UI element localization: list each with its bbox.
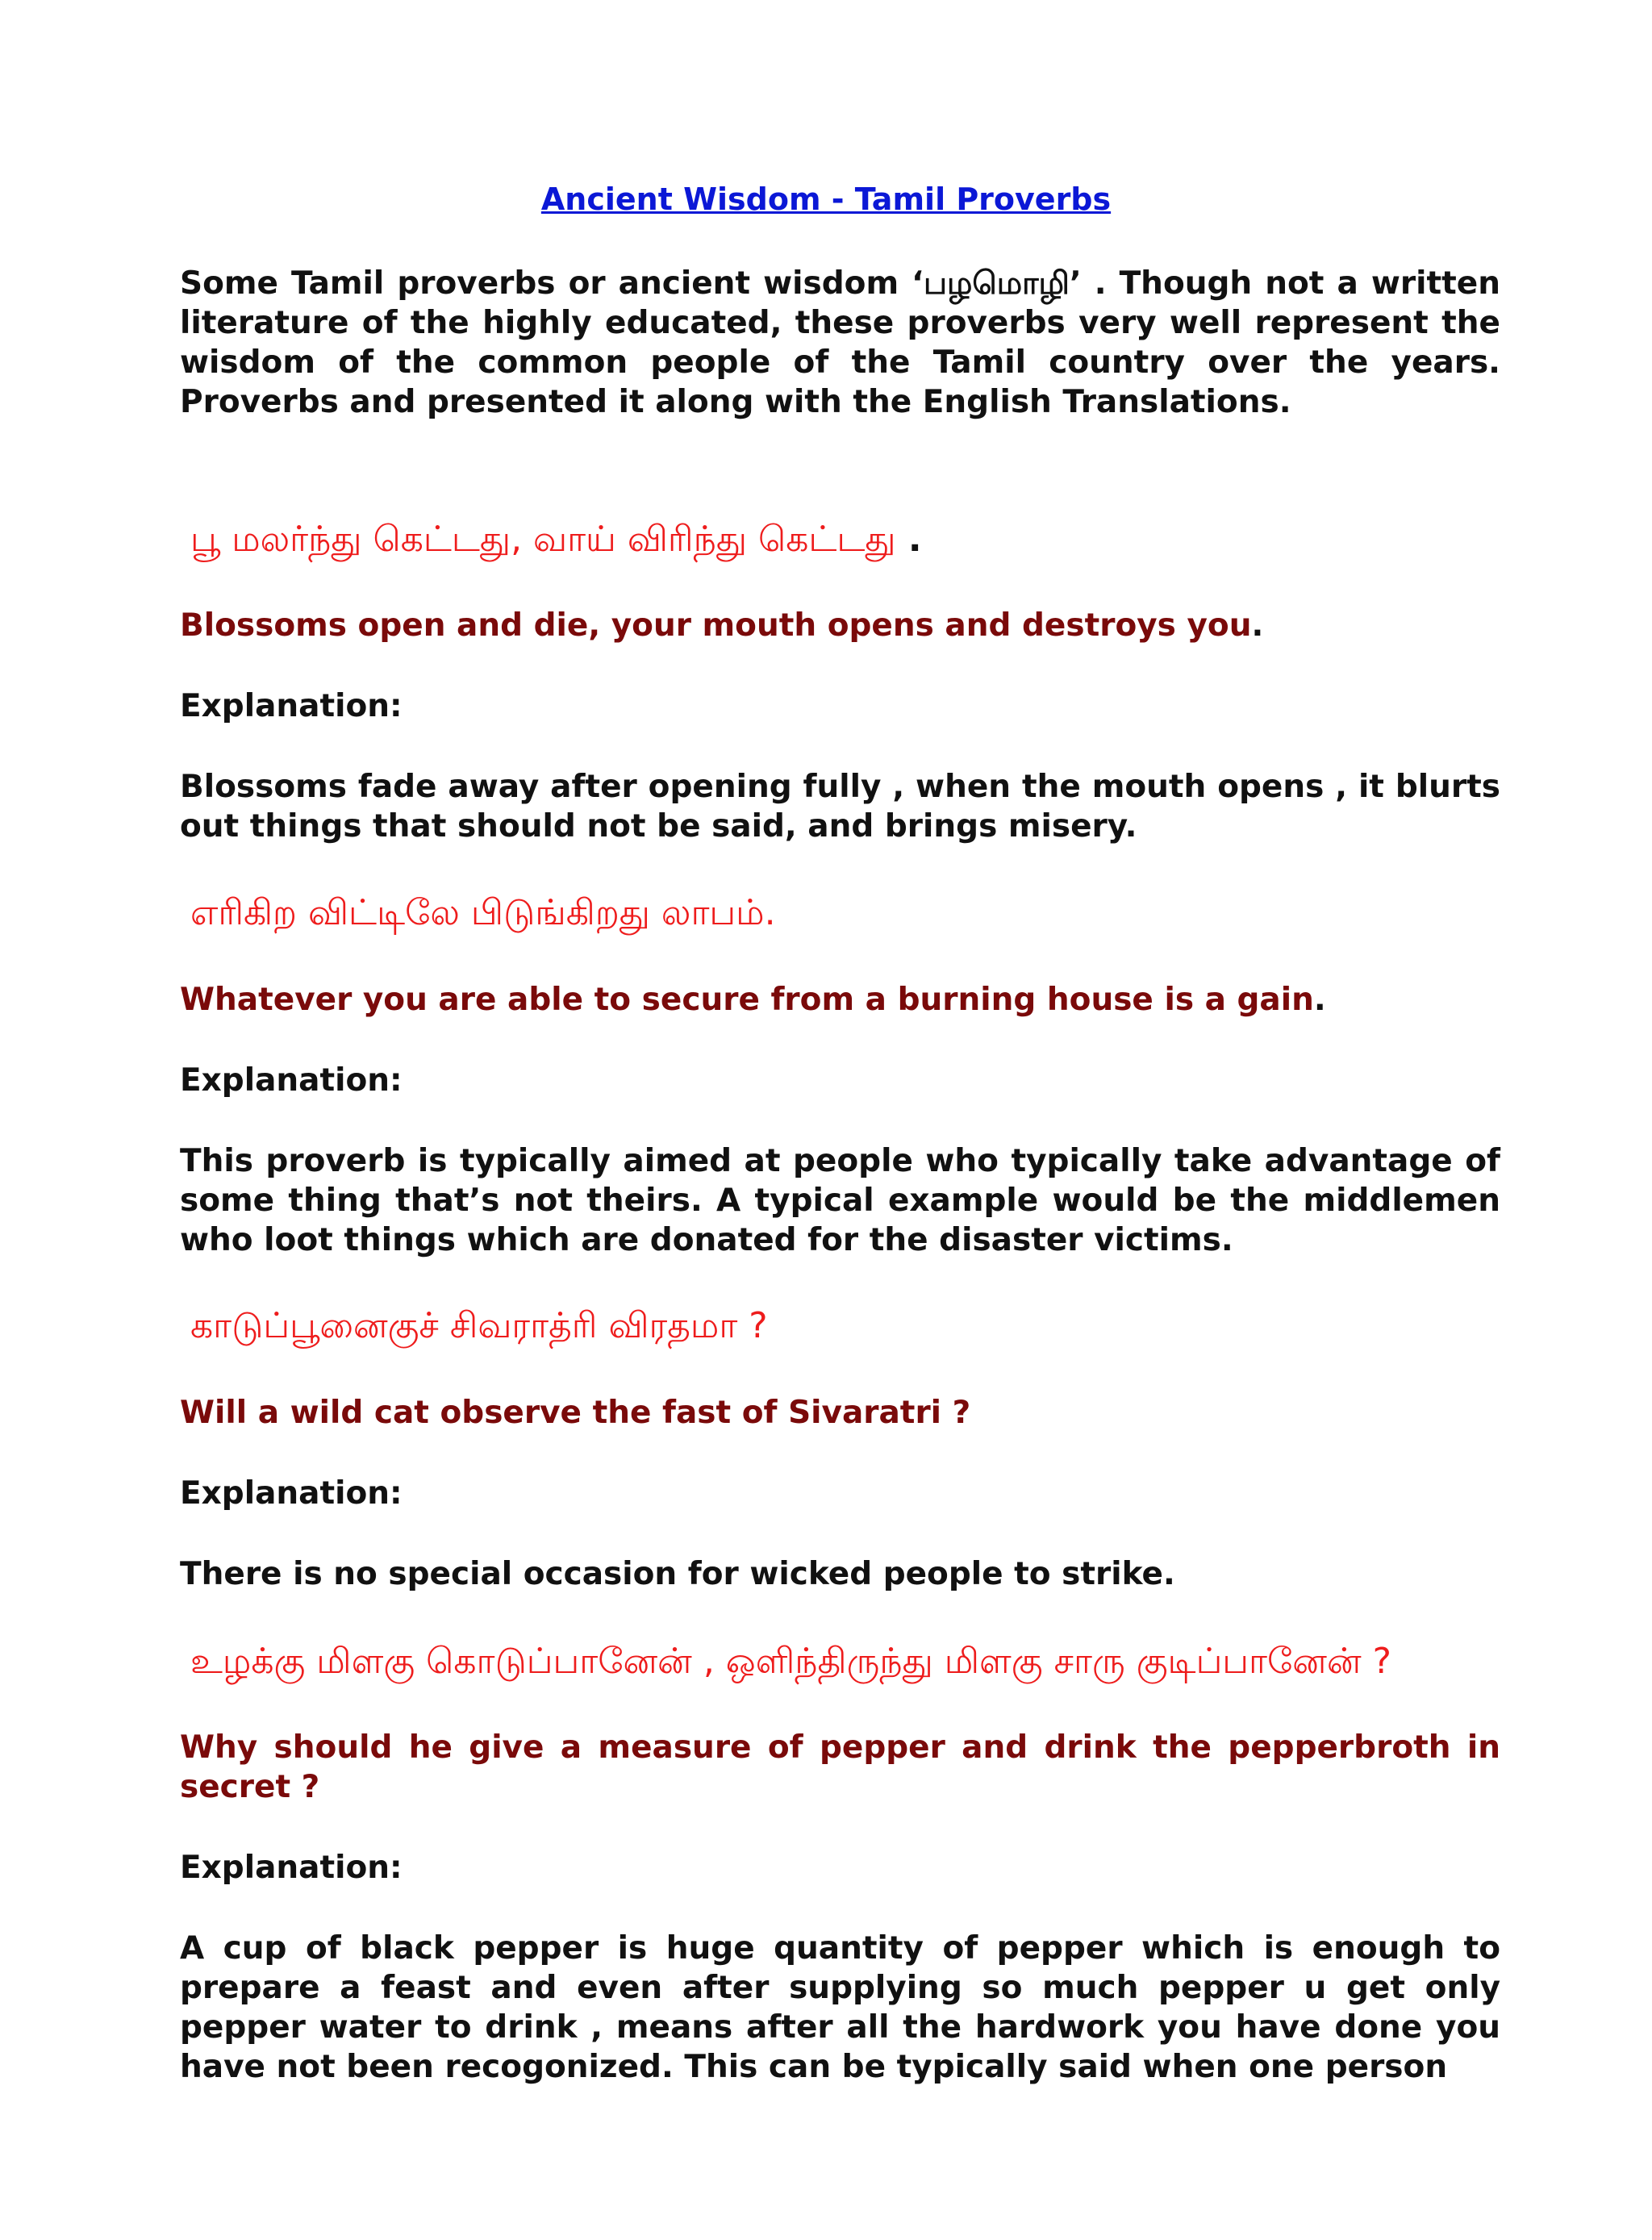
proverb-2-explanation-label: Explanation:	[180, 1062, 403, 1099]
proverb-2-explanation: This proverb is typically aimed at people who typically take advantage of some thing that’s not theirs. A typical example would be the middlemen who loot things which are donated for the disaster victims.	[180, 1143, 1500, 1258]
proverb-1-tamil-end: .	[895, 519, 922, 560]
proverb-3-translation	[180, 1393, 1500, 1433]
proverb-1-explanation: Blossoms fade away after opening fully , when the mouth opens , it blurts out things that should not be said, and brings misery.	[180, 769, 1500, 845]
proverb-4-translation-text: Why should he give a measure of pepper and drink the pepperbroth in secret ?	[180, 1729, 1500, 1805]
proverb-3-tamil-text: காடுப்பூனைகுச் சிவராத்ரி விரதமா ?	[190, 1305, 768, 1346]
proverb-1-translation-text: Blossoms open and die, your mouth opens and destroys you	[180, 607, 1252, 644]
proverb-1-tamil	[190, 517, 1511, 562]
proverb-1-translation-end: .	[1251, 607, 1264, 644]
proverb-1-explanation-label: Explanation:	[180, 688, 403, 724]
proverb-3-tamil	[190, 1304, 1511, 1349]
proverb-4-explanation: A cup of black pepper is huge quantity of pepper which is enough to prepare a feast and even after supplying so much pepper u get only pepper water to drink , means after all the hardwork you have done you have not been recogonized. This can be typically said when one person	[180, 1930, 1500, 2085]
proverb-2-translation	[180, 980, 1500, 1020]
proverb-1-tamil-text: பூ மலர்ந்து கெட்டது, வாய் விரிந்து கெட்டது	[190, 519, 896, 560]
proverb-3-translation-text: Will a wild cat observe the fast of Sivaratri ?	[180, 1395, 971, 1431]
proverb-4-translation	[180, 1728, 1500, 1807]
proverb-3-explanation-label: Explanation:	[180, 1475, 403, 1512]
proverb-2-translation-text: Whatever you are able to secure from a burning house is a gain	[180, 982, 1314, 1018]
intro-paragraph: Some Tamil proverbs or ancient wisdom ‘பழமொழி’ . Though not a written literature of the highly educated, these proverbs very well represent the wisdom of the common people of the Tamil country over the years. Proverbs and presented it along with the English Translations.	[180, 265, 1500, 420]
proverb-2-translation-end: .	[1313, 982, 1326, 1018]
proverb-2-tamil-text: எரிகிற விட்டிலே பிடுங்கிறது லாபம்.	[190, 892, 776, 933]
proverb-4-explanation-label: Explanation:	[180, 1850, 403, 1886]
proverb-1-translation	[180, 606, 1500, 645]
proverb-4-tamil-text: உழக்கு மிளகு கொடுப்பானேன் , ஒளிந்திருந்து மிளகு சாரு குடிப்பானேன் ?	[190, 1641, 1391, 1682]
proverb-2-tamil	[190, 891, 1511, 936]
proverb-4-tamil	[190, 1639, 1511, 1684]
document-title[interactable]: Ancient Wisdom - Tamil Proverbs	[540, 181, 1112, 217]
proverb-3-explanation: There is no special occasion for wicked people to strike.	[180, 1556, 1175, 1592]
